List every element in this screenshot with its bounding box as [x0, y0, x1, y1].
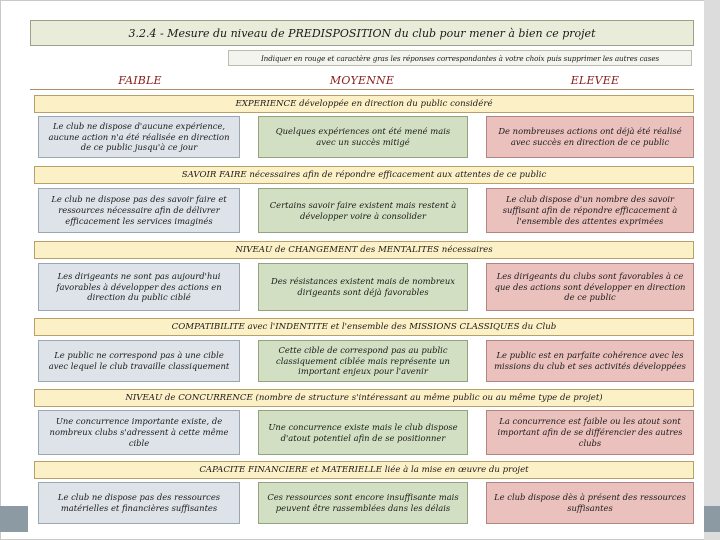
bottom-strip-accent: [0, 506, 28, 532]
level-label-low: FAIBLE: [118, 73, 162, 87]
criterion-header-capacite: CAPACITE FINANCIERE et MATERIELLE liée à la mise en œuvre du projet: [34, 461, 694, 479]
criterion-savoir-faire-mid[interactable]: Certains savoir faire existent mais restent à développer voire à consolider: [258, 188, 468, 233]
criterion-concurrence-mid[interactable]: Une concurrence existe mais le club dispose d'atout potentiel afin de se positionner: [258, 410, 468, 455]
criterion-capacite-high[interactable]: Le club dispose dès à présent des ressources suffisantes: [486, 482, 694, 524]
criterion-concurrence-high[interactable]: La concurrence est faible ou les atout sont important afin de se différencier des autres clubs: [486, 410, 694, 455]
criterion-capacite-low[interactable]: Le club ne dispose pas des ressources matérielles et financières suffisantes: [38, 482, 240, 524]
criterion-compatibilite-high[interactable]: Le public est en parfaite cohérence avec les missions du club et ses activités développées: [486, 340, 694, 382]
criterion-header-mentalites: NIVEAU de CHANGEMENT des MENTALITES nécessaires: [34, 241, 694, 259]
criterion-header-experience: EXPERIENCE développée en direction du public considéré: [34, 95, 694, 113]
level-divider: [30, 89, 694, 90]
criterion-header-compatibilite: COMPATIBILITE avec l'INDENTITE et l'ensemble des MISSIONS CLASSIQUES du Club: [34, 318, 694, 336]
criterion-experience-mid[interactable]: Quelques expériences ont été mené mais avec un succès mitigé: [258, 116, 468, 158]
criterion-experience-high[interactable]: De nombreuses actions ont déjà été réalisé avec succès en direction de ce public: [486, 116, 694, 158]
criterion-compatibilite-low[interactable]: Le public ne correspond pas à une cible avec lequel le club travaille classiquement: [38, 340, 240, 382]
criterion-compatibilite-mid[interactable]: Cette cible de correspond pas au public classiquement ciblée mais représente un important enjeux pour l'avenir: [258, 340, 468, 382]
level-label-high: ELEVEE: [570, 73, 620, 87]
criterion-header-savoir-faire: SAVOIR FAIRE nécessaires afin de répondre efficacement aux attentes de ce public: [34, 166, 694, 184]
instruction-note: Indiquer en rouge et caractère gras les réponses correspondantes à votre choix puis supprimer les autres cases: [228, 50, 692, 66]
side-strip-accent: [704, 506, 720, 532]
criterion-experience-low[interactable]: Le club ne dispose d'aucune expérience, aucune action n'a été réalisée en direction de ce public jusqu'à ce jour: [38, 116, 240, 158]
criterion-mentalites-low[interactable]: Les dirigeants ne sont pas aujourd'hui favorables à développer des actions en direction du public ciblé: [38, 263, 240, 311]
criterion-savoir-faire-high[interactable]: Le club dispose d'un nombre des savoir suffisant afin de répondre efficacement à l'ensemble des attentes exprimées: [486, 188, 694, 233]
side-strip: [704, 0, 720, 540]
criterion-mentalites-high[interactable]: Les dirigeants du clubs sont favorables à ce que des actions sont développer en direction de ce public: [486, 263, 694, 311]
criterion-concurrence-low[interactable]: Une concurrence importante existe, de nombreux clubs s'adressent à cette même cible: [38, 410, 240, 455]
level-label-mid: MOYENNE: [329, 73, 395, 87]
page-title: 3.2.4 - Mesure du niveau de PREDISPOSITION du club pour mener à bien ce projet: [30, 20, 694, 46]
criterion-savoir-faire-low[interactable]: Le club ne dispose pas des savoir faire et ressources nécessaire afin de délivrer efficacement les services imaginés: [38, 188, 240, 233]
criterion-mentalites-mid[interactable]: Des résistances existent mais de nombreux dirigeants sont déjà favorables: [258, 263, 468, 311]
criterion-capacite-mid[interactable]: Ces ressources sont encore insuffisante mais peuvent être rassemblées dans les délais: [258, 482, 468, 524]
criterion-header-concurrence: NIVEAU de CONCURRENCE (nombre de structure s'intéressant au même public ou au même type de projet): [34, 389, 694, 407]
